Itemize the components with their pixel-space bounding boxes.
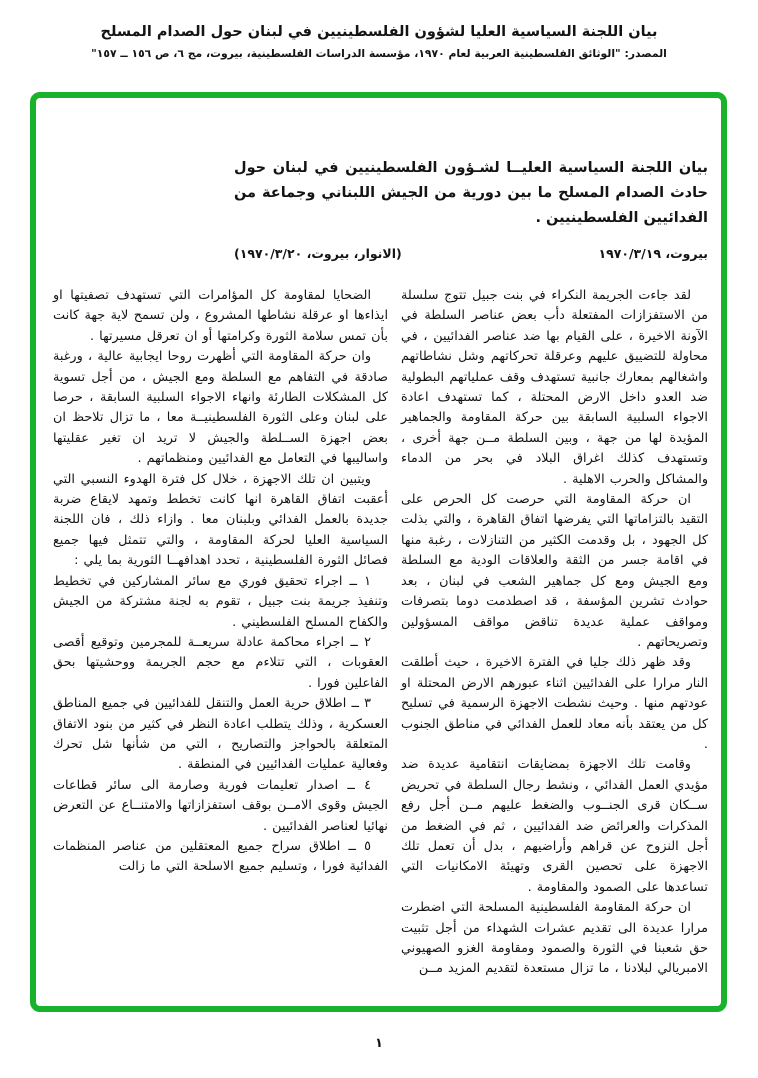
- document-frame: [30, 92, 727, 1012]
- column-right: [401, 286, 708, 980]
- document-title: بيان اللجنة السياسية العليــا لشـؤون الفلسطينيين في لبنان حول حادث الصدام المسلح ما بين دورية من الجيش اللبناني وجماعة من الفدائيين الفلسطينيين .: [234, 160, 708, 226]
- body-paragraph: وقد ظهر ذلك جليا في الفترة الاخيرة ، حيث أطلقت النار مرارا على الفدائيين اثناء عبورهم الارض المحتلة او عودتهم منها . وحيث نشطت الاجهزة الرسمية في تسليح كل من يعتقد بأنه معاد للعمل الفدائي في مناطق الجنوب .: [401, 655, 708, 752]
- dateline-publication-ref: (الانوار، بيروت، ١٩٧٠/٣/٢٠): [234, 246, 402, 261]
- dateline: [234, 246, 708, 261]
- body-paragraph: وان حركة المقاومة التي أظهرت روحا ايجابية عالية ، ورغبة صادقة في التفاهم مع السلطة ومع الجيش ، من أجل تسوية كل المشكلات الطارئة وانهاء الاجواء السلبية السابقة ، حرصا على لبنان وعلى الثورة الفلسطينيــة معا ، ما تزال تلاحظ ان بعض اجهزة الســلطة والجيش لا تريد ان تغير عقليتها واساليبها في التعامل مع الفدائيين ومنظماتهم .: [53, 349, 388, 467]
- body-paragraph: ان حركة المقاومة التي حرصت كل الحرص على التقيد بالتزاماتها التي يفرضها اتفاق القاهرة ، والتي بذلت كل الجهود ، بل وقدمت الكثير من التنازلات ، رغبة منها في اقامة جسر من الثقة والعلاقات الودية مع السلطة ومع الجيش ومع كل جماهير الشعب في لبنان ، بعد حوادث تشرين المؤسفة ، قد اصطدمت دوما بتصرفات ومواقف عملية عديدة تناقض مواقف المسؤولين وتصريحاتهم .: [401, 492, 708, 650]
- body-paragraph: لقد جاءت الجريمة النكراء في بنت جبيل تتوج سلسلة من الاستفزازات المفتعلة دأب بعض عناصر السلطة في الآونة الاخيرة ، على القيام بها ضد عناصر الفدائيين ، في محاولة للتضييق عليهم وعرقلة تحركاتهم وشل نشاطاتهم واشغالهم بمعارك جانبية تستهدف وقف عملياتهم البطولية ضد العدو داخل الارض المحتلة ، كما تستهدف اعادة الاجواء السلبية السابقة بين حركة المقاومة والجماهير المؤيدة لها من جهة ، وبين السلطة مــن جهة أخرى ، وتستهدف كذلك اغراق البلاد في بحر من الدماء والمشاكل والحرب الاهلية .: [401, 288, 708, 487]
- body-paragraph: ان حركة المقاومة الفلسطينية المسلحة التي اضطرت مرارا عديدة الى تقديم عشرات الشهداء من أجل تثبيت حق شعبنا في الثورة والصمود ومقاومة الغزو الصهيوني الامبريالي لبلادنا ، ما تزال مستعدة لتقديم المزيد مــن: [401, 900, 708, 977]
- body-paragraph: ٢ ــ اجراء محاكمة عادلة سريعــة للمجرمين وتوقيع أقصى العقوبات ، التي تتلاءم مع حجم الجريمة ووحشيتها بحق الفاعلين فورا .: [53, 634, 388, 691]
- body-paragraph: ٥ ــ اطلاق سراح جميع المعتقلين من عناصر المنظمات الفدائية فورا ، وتسليم جميع الاسلحة التي ما زالت: [53, 838, 388, 875]
- column-left: [53, 286, 388, 878]
- body-paragraph: الضحايا لمقاومة كل المؤامرات التي تستهدف تصفيتها او ايذاءها او عرقلة نشاطها المشروع ، ولن تسمح لاية جهة كانت بأن تمس سلامة الثورة وكرامتها أو ان تعرقل مسيرتها .: [53, 288, 388, 344]
- header-title: بيان اللجنة السياسية العليا لشؤون الفلسطينيين في لبنان حول الصدام المسلح: [100, 24, 658, 40]
- body-paragraph: ٤ ــ اصدار تعليمات فورية وصارمة الى سائر قطاعات الجيش وقوى الامــن بوقف استفزازاتها والامتنــاع عن التعرض نهائيا لعناصر الفدائيين .: [53, 777, 388, 834]
- body-paragraph: ويتبين ان تلك الاجهزة ، خلال كل فترة الهدوء النسبي التي أعقبت اتفاق القاهرة انها كانت تخطط وتمهد لايقاع ضربة جديدة بالعمل الفدائي وبلبنان معا . وازاء ذلك ، فان اللجنة السياسية العليا لحركة المقاومة ، والتي تتمثل فيها جميع فصائل الثورة الفلسطينية ، تحدد اهدافهــا الثورية بما يلي :: [53, 471, 388, 569]
- body-paragraph: ٣ ــ اطلاق حرية العمل والتنقل للفدائيين في جميع المناطق العسكرية ، وذلك يتطلب اعادة النظر في كثير من بنود الاتفاق المتعلقة بالحواجز والتصاريح ، التي من شأنها شل تحرك وفعالية عمليات الفدائيين في المنطقة .: [53, 696, 388, 773]
- page-header: [0, 24, 758, 60]
- page-number: ١: [375, 1036, 383, 1051]
- body-columns: [53, 286, 708, 980]
- body-paragraph: وقامت تلك الاجهزة بمضايقات انتقامية عديدة ضد مؤيدي العمل الفدائي ، ونشط رجال السلطة في تحريض ســكان قرى الجنــوب والضغط عليهم مــن أجل رفع المذكرات والعرائض ضد الفدائيين ، ثم في الضغط من أجل النزوح عن قراهم وأراضيهم ، بدل أن تعمل تلك الاجهزة على تحصين القرى وتهيئة الامكانيات التي تساعدها على الصمود والمقاومة .: [401, 757, 708, 895]
- body-paragraph: ١ ــ اجراء تحقيق فوري مع سائر المشاركين في تخطيط وتنفيذ جريمة بنت جبيل ، تقوم به لجنة مشتركة من الجيش والكفاح المسلح الفلسطيني .: [53, 573, 388, 630]
- header-source-citation: المصدر: "الوثائق الفلسطينية العربية لعام ١٩٧٠، مؤسسة الدراسات الفلسطينية، بيروت، مج ٦، ص ١٥٦ ــ ١٥٧": [91, 47, 667, 60]
- dateline-place-date: بيروت، ١٩٧٠/٣/١٩: [598, 246, 708, 261]
